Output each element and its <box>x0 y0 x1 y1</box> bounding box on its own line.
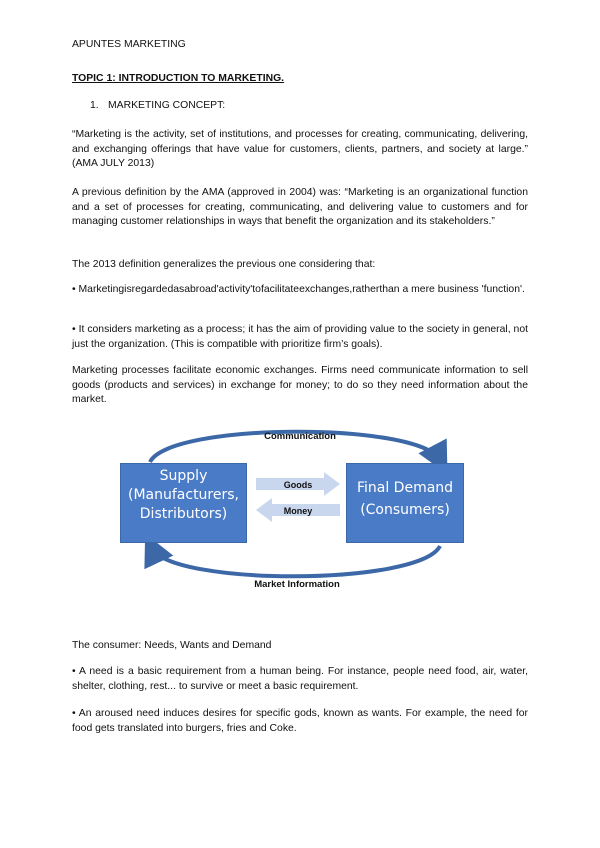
supply-line-2: (Manufacturers, <box>128 487 239 503</box>
section-title: MARKETING CONCEPT: <box>108 100 226 111</box>
paragraph-generalizes: The 2013 definition generalizes the previous one considering that: <box>72 259 376 270</box>
bullet-wants: • An aroused need induces desires for specific gods, known as wants. For example, the need for food gets translated into burgers, fries and Coke. <box>72 708 528 734</box>
bullet-broad-activity: • Marketingisregardedasabroad'activity'tofacilitateexchanges,ratherthan a mere business 'function'. <box>72 284 525 295</box>
bullet-need: • A need is a basic requirement from a human being. For instance, people need food, air, water, shelter, clothing, rest... to survive or meet a basic requirement. <box>72 666 528 692</box>
demand-line-2: (Consumers) <box>360 502 450 518</box>
consumer-heading: The consumer: Needs, Wants and Demand <box>72 640 272 651</box>
money-label: Money <box>283 506 313 516</box>
paragraph-economic-exchanges: Marketing processes facilitate economic exchanges. Firms need communicate information to sell goods (products and services) in exchange for money; to do so they need information about the market. <box>72 365 528 405</box>
market-information-arc <box>152 546 440 576</box>
section-heading <box>90 99 225 114</box>
bullet-process: • It considers marketing as a process; it has the aim of providing value to the society in general, not just the organization. (This is compatible with prioritize firm’s goals). <box>72 324 528 350</box>
marketing-exchange-diagram <box>110 422 480 596</box>
supply-box <box>120 463 247 543</box>
supply-title: Supply <box>159 468 208 484</box>
topic-title: TOPIC 1: INTRODUCTION TO MARKETING. <box>72 73 285 84</box>
document-header: APUNTES MARKETING <box>72 39 186 50</box>
supply-line-3: Distributors) <box>139 506 228 522</box>
market-information-label: Market Information <box>254 579 340 590</box>
section-number: 1. <box>90 100 99 111</box>
paragraph-ama-2004: A previous definition by the AMA (approved in 2004) was: “Marketing is an organizational function and a set of processes for creating, communicating, and delivering value to customers and for managing customer relationships in ways that benefit the organization and its stakeholders.” <box>72 187 528 227</box>
communication-label: Communication <box>264 431 336 442</box>
goods-label: Goods <box>283 480 313 490</box>
demand-title: Final Demand <box>356 480 454 496</box>
paragraph-ama-2013: “Marketing is the activity, set of institutions, and processes for creating, communicating, delivering, and exchanging offerings that have value for customers, clients, partners, and society at large.” (AMA JULY 2013) <box>72 129 528 169</box>
final-demand-box <box>346 463 464 543</box>
